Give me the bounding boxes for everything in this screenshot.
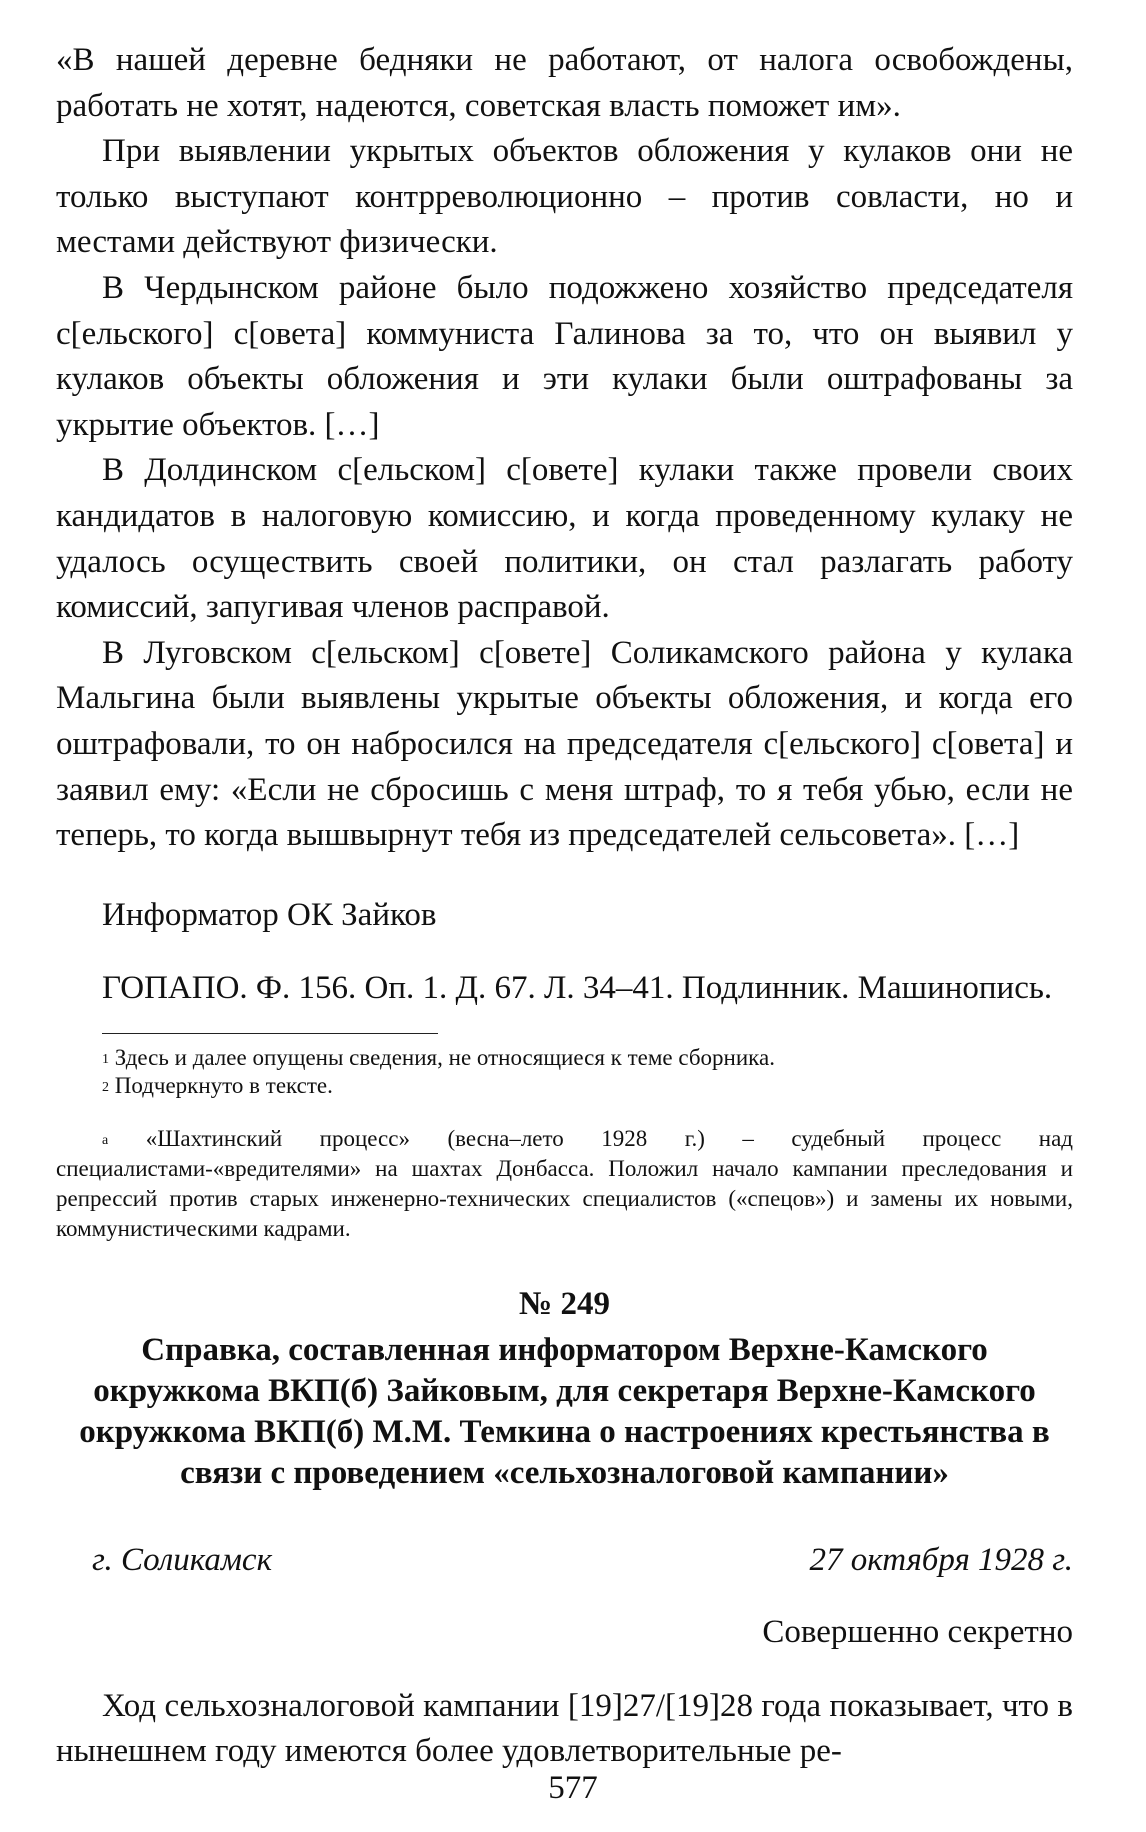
document-date: 27 октября 1928 г. [809, 1541, 1073, 1578]
note-mark: a [102, 1132, 109, 1148]
place-date-line [56, 1538, 1073, 1582]
footnote-text: Подчеркнуто в тексте. [114, 1072, 333, 1098]
paragraph: В Чердынском районе было подожжено хозяйство председателя с[ельского] с[овета] коммуниста Галинова за то, что он выявил у кулаков объекты обложения и эти кулаки были оштрафованы за укрытие объектов. […] [56, 269, 1073, 443]
footnote [102, 1072, 1073, 1100]
document-number: № 249 [519, 1285, 610, 1322]
footnote-divider [102, 1033, 438, 1034]
footnote [102, 1044, 1073, 1072]
footnote-mark: 2 [102, 1079, 109, 1095]
page-number: 577 [548, 1770, 598, 1806]
footnote-mark: 1 [102, 1051, 109, 1067]
archive-reference: ГОПАПО. Ф. 156. Оп. 1. Д. 67. Л. 34–41. Подлинник. Машинопись. [102, 969, 1053, 1006]
secrecy-label: Совершенно секретно [762, 1613, 1073, 1650]
signature: Информатор ОК Зайков [102, 896, 437, 933]
paragraph: В Долдинском с[ельском] с[овете] кулаки также провели своих кандидатов в налоговую комиссию, и когда проведенному кулаку не удалось осуществить своей политики, он стал разлагать работу комиссий, запугивая членов расправой. [56, 452, 1073, 626]
document-title: Справка, составленная информатором Верхне-Камского окружкома ВКП(б) Зайковым, для секретаря Верхне-Камского окружкома ВКП(б) М.М. Темкина о настроениях крестьянства в связи с проведением «сельхозналоговой кампании» [79, 1331, 1050, 1491]
paragraph-quote: «В нашей деревне бедняки не работают, от налога освобождены, работать не хотят, надеются, советская власть поможет им». [56, 42, 1073, 124]
paragraph: При выявлении укрытых объектов обложения у кулаков они не только выступают контрреволюционно – против совласти, но и местами действуют физически. [56, 133, 1073, 261]
document-body: Ход сельхозналоговой кампании [19]27/[19]28 года показывает, что в нынешнем году имеются более удовлетворительные ре- [56, 1687, 1073, 1770]
page [56, 38, 1073, 1775]
footnote-text: Здесь и далее опущены сведения, не относящиеся к теме сборника. [114, 1044, 775, 1070]
document-place: г. Соликамск [92, 1541, 273, 1578]
note-text: «Шахтинский процесс» (весна–лето 1928 г.) – судебный процесс над специалистами-«вредителями» на шахтах Донбасса. Положил начало кампании преследования и репрессий против старых инженерно-технических специалистов («спецов») и замены их новыми, коммунистическими кадрами. [56, 1125, 1073, 1241]
paragraph: В Луговском с[ельском] с[овете] Соликамского района у кулака Мальгина были выявлены укрытые объекты обложения, и когда его оштрафовали, то он набросился на председателя с[ельского] с[овета] и заявил ему: «Если не сбросишь с меня штраф, то я тебя убью, если не теперь, то когда вышвырнут тебя из председателей сельсовета». […] [56, 634, 1073, 854]
editorial-note [56, 1124, 1073, 1244]
footnotes [56, 1044, 1073, 1100]
